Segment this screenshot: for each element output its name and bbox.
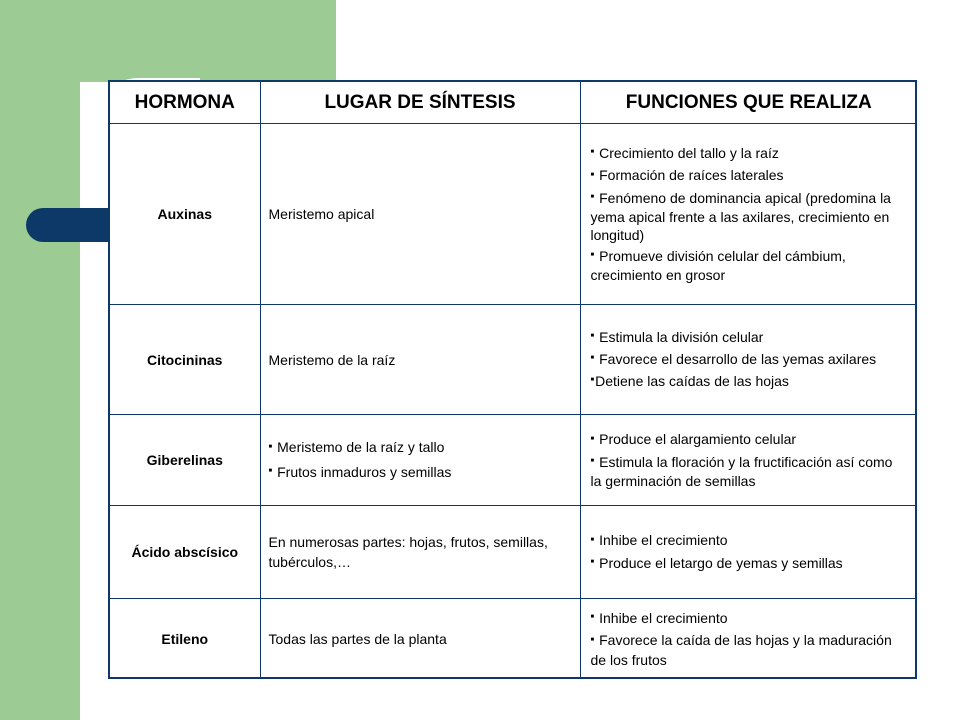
table-row: [110, 415, 917, 506]
synthesis-place: Meristemo de la raíz: [260, 305, 580, 415]
place-item: ■ Meristemo de la raíz y tallo: [269, 437, 572, 458]
function-item: ■ Promueve división celular del cámbium, crecimiento en grosor: [590, 247, 846, 284]
square-bullet-icon: ■: [590, 171, 595, 178]
square-bullet-icon: ■: [590, 193, 595, 200]
header-functions: FUNCIONES QUE REALIZA: [580, 82, 917, 124]
header-place: LUGAR DE SÍNTESIS: [260, 82, 580, 124]
table-header-row: [110, 82, 917, 124]
place-item: ■ Frutos inmaduros y semillas: [269, 462, 572, 483]
header-hormone: HORMONA: [110, 82, 260, 124]
square-bullet-icon: ■: [590, 377, 595, 384]
function-item: ■ Produce el letargo de yemas y semillas: [590, 554, 843, 571]
table-row: [110, 599, 917, 679]
synthesis-place: Todas las partes de la planta: [260, 599, 580, 679]
hormone-name: Giberelinas: [110, 415, 260, 506]
function-item: ■Detiene las caídas de las hojas: [590, 373, 789, 390]
function-item: ■ Estimula la división celular: [590, 328, 764, 345]
function-item: ■ Crecimiento del tallo y la raíz: [590, 144, 779, 161]
square-bullet-icon: ■: [590, 355, 595, 362]
functions-cell: [580, 124, 917, 305]
table-row: [110, 124, 917, 305]
table-row: [110, 506, 917, 599]
hormone-table: [108, 80, 917, 679]
functions-cell: [580, 506, 917, 599]
square-bullet-icon: ■: [590, 558, 595, 565]
functions-cell: [580, 415, 917, 506]
table-row: [110, 305, 917, 415]
function-item: ■ Fenómeno de dominancia apical (predomina la yema apical frente a las axilares, crecimiento en longitud): [590, 189, 891, 243]
decorative-green-band: [0, 0, 80, 720]
synthesis-place: Meristemo apical: [260, 124, 580, 305]
square-bullet-icon: ■: [590, 332, 595, 339]
decorative-green-corner: [80, 0, 336, 82]
function-item: ■ Favorece la caída de las hojas y la maduración de los frutos: [590, 632, 892, 668]
square-bullet-icon: ■: [590, 435, 595, 442]
synthesis-place: En numerosas partes: hojas, frutos, semillas, tubérculos,…: [260, 506, 580, 599]
square-bullet-icon: ■: [268, 443, 273, 450]
function-item: ■ Favorece el desarrollo de las yemas axilares: [590, 350, 877, 367]
hormone-name: Etileno: [110, 599, 260, 679]
synthesis-place: [260, 415, 580, 506]
function-item: ■ Inhibe el crecimiento: [590, 532, 728, 549]
hormone-name: Auxinas: [110, 124, 260, 305]
functions-cell: [580, 599, 917, 679]
function-item: ■ Formación de raíces laterales: [590, 167, 784, 184]
function-item: ■ Inhibe el crecimiento: [590, 609, 728, 626]
function-item: ■ Estimula la floración y la fructificación así como la germinación de semillas: [590, 453, 893, 489]
functions-cell: [580, 305, 917, 415]
square-bullet-icon: ■: [590, 149, 595, 156]
square-bullet-icon: ■: [590, 536, 595, 543]
square-bullet-icon: ■: [590, 457, 595, 464]
function-item: ■ Produce el alargamiento celular: [590, 431, 797, 448]
square-bullet-icon: ■: [590, 614, 595, 621]
hormone-name: Ácido abscísico: [110, 506, 260, 599]
square-bullet-icon: ■: [590, 636, 595, 643]
hormone-name: Citocininas: [110, 305, 260, 415]
square-bullet-icon: ■: [268, 467, 273, 474]
square-bullet-icon: ■: [590, 252, 595, 259]
